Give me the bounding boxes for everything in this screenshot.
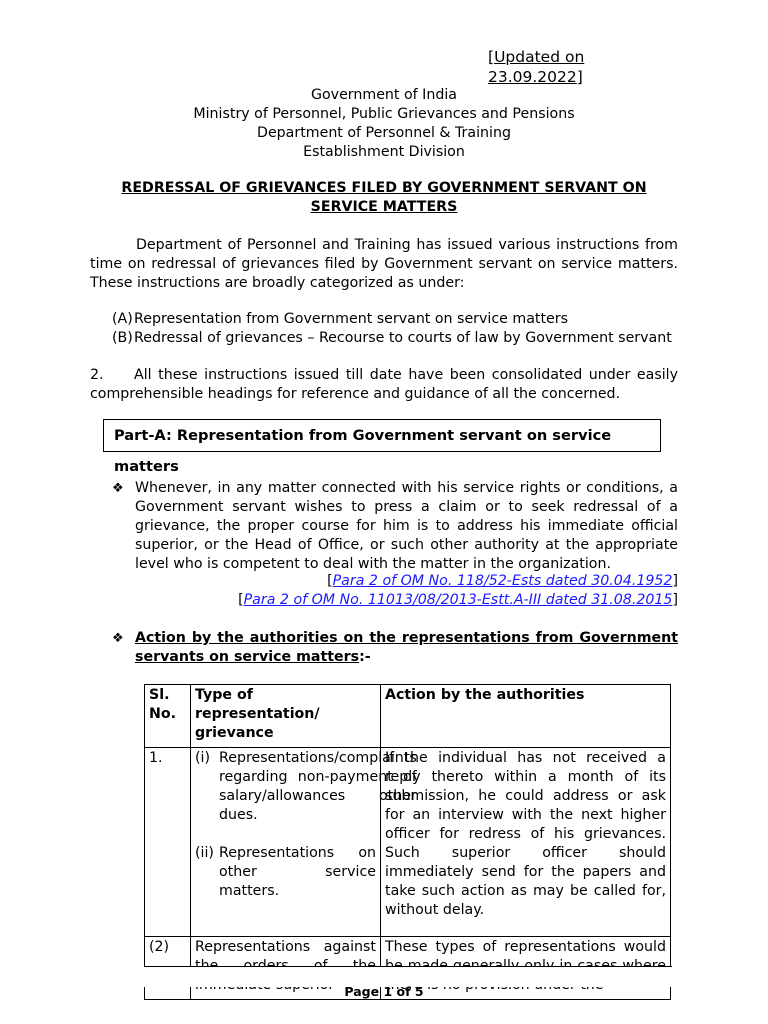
category-text: Representation from Government servant on service matters [134,311,568,327]
om-references [90,572,678,610]
part-a-heading: Part-A: Representation from Government servant on service matters [103,419,661,452]
bullet-2-text: Action by the authorities on the representations from Government servants on service matters [135,630,678,665]
updated-date [488,47,678,87]
bullet-2-suffix: :- [359,649,371,665]
cell-action: These types of representations would [381,937,671,1000]
sub-item-key: (ii) [195,845,214,861]
ref-close-bracket: ] [672,592,678,608]
reference-link-1[interactable]: Para 2 of OM No. 118/52-Ests dated 30.04.1952 [332,573,673,589]
cell-sl-no: (2) [145,937,191,1000]
diamond-bullet-icon: ❖ [112,481,124,496]
cell-action: If the individual has not received a reply thereto within a month of its submission, he could address or ask for an interview with the next higher officer for redress of his grievances. Such superior officer should immediately send for the papers and take such action as may be called for, without delay. [381,748,671,937]
column-header-sl-no: Sl. No. [145,685,191,748]
category-key: (B) [112,330,133,346]
cell-type [191,748,417,937]
table-header-row [145,685,671,748]
table-cut-line [144,966,672,967]
ref-open-bracket: [ [327,573,333,589]
diamond-bullet-icon: ❖ [112,631,124,646]
paragraph-number: 2. [90,367,104,383]
category-list [112,310,692,348]
document-header [0,86,768,162]
cell-type: Representations against [191,937,381,1000]
bullet-item-2 [112,629,678,667]
paragraph-2 [90,366,678,404]
page-number: Page 1 of 5 [344,984,424,999]
category-item-a [112,310,692,329]
intro-paragraph: Department of Personnel and Training has issued various instructions from time on redressal of grievances filed by Government servant on service matters. These instructions are broadly categorized as under: [90,237,678,291]
bullet-2-heading [135,629,678,667]
cell-sl-no: 1. [145,748,191,937]
document-title: REDRESSAL OF GRIEVANCES FILED BY GOVERNMENT SERVANT ON SERVICE MATTERS [121,180,647,215]
updated-close-bracket: ] [576,68,583,86]
sub-item [195,749,417,825]
bullet-1-text: Whenever, in any matter connected with his service rights or conditions, a Government servant wishes to press a claim or to seek redressal of a grievance, the proper course for him is to address his immediate official superior, or the Head of Office, or such other authority at the appropriate level who is competent to deal with the matter in the organization. [135,480,678,572]
header-line-3: Department of Personnel & Training [257,125,511,141]
reference-1 [90,572,678,591]
authorities-action-table [144,684,671,1000]
reference-link-2[interactable]: Para 2 of OM No. 11013/08/2013-Estt.A-III dated 31.08.2015 [243,592,673,608]
ref-open-bracket: [ [238,592,244,608]
ref-close-bracket: ] [672,573,678,589]
updated-text: Updated on 23.09.2022 [488,48,585,86]
table-row [145,748,671,937]
header-line-4: Establishment Division [303,144,465,160]
sub-item-text: Representations/complaints regarding non-payment of salary/allowances other dues. [219,750,417,823]
header-line-2: Ministry of Personnel, Public Grievances and Pensions [193,106,575,122]
bullet-item-1 [112,479,678,574]
column-header-type: Type of representation/ grievance [191,685,381,748]
sub-item [195,844,376,901]
category-text: Redressal of grievances – Recourse to courts of law by Government servant [134,330,672,346]
paragraph-2-text: All these instructions issued till date have been consolidated under easily comprehensible headings for reference and guidance of all the concerned. [90,367,678,402]
category-key: (A) [112,311,133,327]
sub-item-text: Representations on other service matters. [219,845,376,899]
sub-item-key: (i) [195,750,211,766]
header-line-1: Government of India [311,87,457,103]
updated-open-bracket: [ [488,48,495,66]
reference-2 [90,591,678,610]
category-item-b [112,329,692,348]
column-header-action: Action by the authorities [381,685,671,748]
